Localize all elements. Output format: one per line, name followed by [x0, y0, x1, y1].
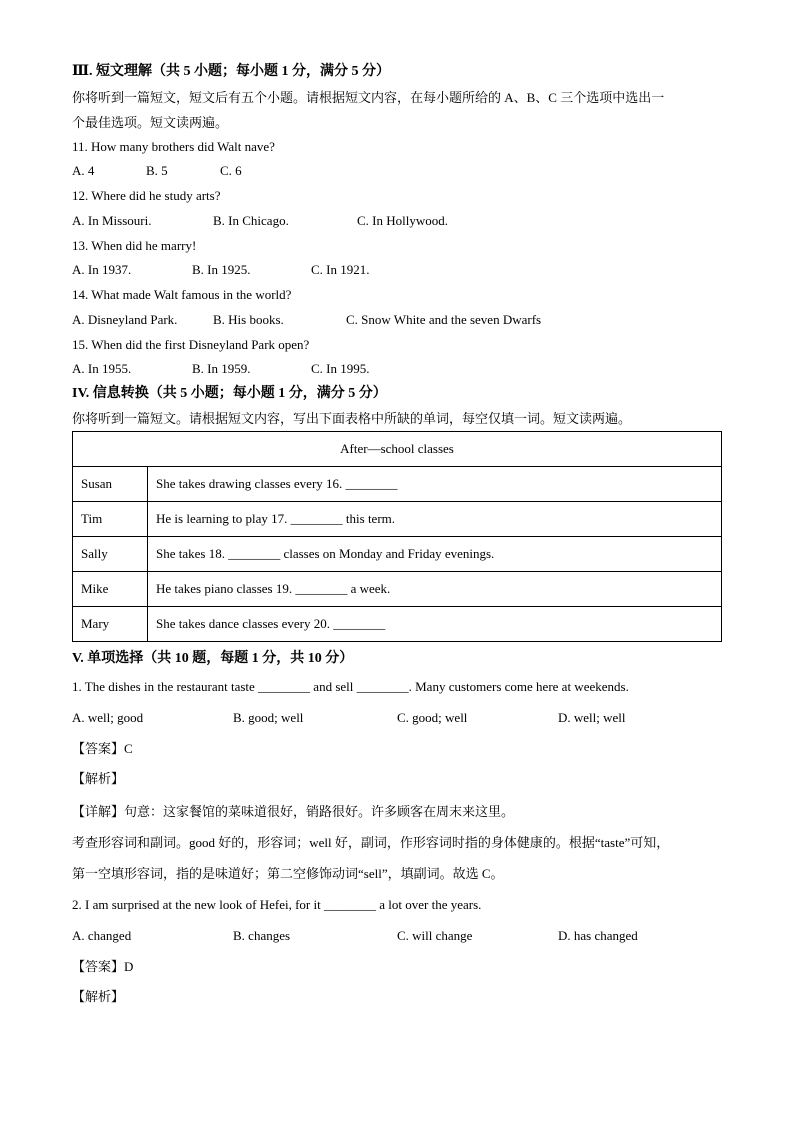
- mc-question-2: 2. I am surprised at the new look of Hefei, for it ________ a lot over the years.: [72, 897, 482, 912]
- mc-question-1: 1. The dishes in the restaurant taste ________ and sell ________. Many customers come here at weekends.: [72, 679, 629, 694]
- q11-option-b: B. 5: [146, 163, 168, 178]
- mc2-option-b: B. changes: [233, 928, 291, 943]
- q11-option-a: A. 4: [72, 163, 95, 178]
- q12-option-b: B. In Chicago.: [213, 213, 289, 228]
- q12-option-a: A. In Missouri.: [72, 213, 152, 228]
- student-name: Tim: [73, 502, 148, 537]
- mc1-option-c: C. good; well: [397, 710, 468, 725]
- mc1-option-b: B. good; well: [233, 710, 304, 725]
- mc2-option-c: C. will change: [397, 928, 473, 943]
- answer-label: 【答案】: [72, 960, 125, 975]
- question-13: 13. When did he marry!: [72, 238, 197, 253]
- mc2-option-a: A. changed: [72, 928, 132, 943]
- q13-option-c: C. In 1921.: [311, 262, 370, 277]
- table-row: [73, 537, 722, 572]
- mc2-analysis-label: 【解析】: [72, 990, 125, 1005]
- table-row: [73, 607, 722, 642]
- mc2-answer: [72, 958, 133, 977]
- table-title: After—school classes: [73, 432, 722, 467]
- student-name: Sally: [73, 537, 148, 572]
- q15-option-a: A. In 1955.: [72, 361, 132, 376]
- section3-title: Ⅲ. 短文理解（共 5 小题；每小题 1 分，满分 5 分）: [72, 64, 391, 79]
- q14-option-a: A. Disneyland Park.: [72, 312, 178, 327]
- q13-option-a: A. In 1937.: [72, 262, 132, 277]
- mc1-analysis-label: 【解析】: [72, 772, 125, 787]
- q12-option-c: C. In Hollywood.: [357, 213, 448, 228]
- student-info: She takes 18. ________ classes on Monday and Friday evenings.: [148, 537, 722, 572]
- question-11: 11. How many brothers did Walt nave?: [72, 139, 275, 154]
- mc1-option-d: D. well; well: [558, 710, 626, 725]
- student-info: He is learning to play 17. ________ this term.: [148, 502, 722, 537]
- student-info: She takes drawing classes every 16. ________: [148, 467, 722, 502]
- q15-option-b: B. In 1959.: [192, 361, 251, 376]
- question-15: 15. When did the first Disneyland Park open?: [72, 337, 310, 352]
- table-row: [73, 467, 722, 502]
- answer-value: C: [124, 741, 133, 756]
- table-header-row: [73, 432, 722, 467]
- answer-label: 【答案】: [72, 742, 125, 757]
- question-14: 14. What made Walt famous in the world?: [72, 287, 292, 302]
- mc1-detail-2: 考查形容词和副词。good 好的，形容词；well 好，副词，作形容词时指的身体健康的。根据“taste”可知，: [72, 835, 670, 850]
- student-info: He takes piano classes 19. ________ a week.: [148, 572, 722, 607]
- table-row: [73, 502, 722, 537]
- q15-option-c: C. In 1995.: [311, 361, 370, 376]
- q13-option-b: B. In 1925.: [192, 262, 251, 277]
- answer-value: D: [124, 959, 134, 974]
- section5-title: V. 单项选择（共 10 题，每题 1 分，共 10 分）: [72, 651, 354, 666]
- student-name: Mike: [73, 572, 148, 607]
- mc2-option-d: D. has changed: [558, 928, 638, 943]
- q14-option-c: C. Snow White and the seven Dwarfs: [346, 312, 542, 327]
- after-school-table: [72, 431, 722, 642]
- student-name: Mary: [73, 607, 148, 642]
- mc1-answer: [72, 740, 133, 759]
- q14-option-b: B. His books.: [213, 312, 284, 327]
- mc1-detail-1: 【详解】句意：这家餐馆的菜味道很好，销路很好。许多顾客在周末来这里。: [72, 804, 515, 819]
- table-row: [73, 572, 722, 607]
- section3-instruction-2: 个最佳选项。短文读两遍。: [72, 115, 229, 130]
- q11-option-c: C. 6: [220, 163, 242, 178]
- section4-title: IV. 信息转换（共 5 小题；每小题 1 分，满分 5 分）: [72, 386, 387, 401]
- student-name: Susan: [73, 467, 148, 502]
- student-info: She takes dance classes every 20. ________: [148, 607, 722, 642]
- section4-instruction: 你将听到一篇短文。请根据短文内容，写出下面表格中所缺的单词，每空仅填一词。短文读两遍。: [72, 411, 632, 426]
- section3-instruction-1: 你将听到一篇短文，短文后有五个小题。请根据短文内容，在每小题所给的 A、B、C 三个选项中选出一: [72, 90, 665, 105]
- mc1-detail-3: 第一空填形容词，指的是味道好；第二空修饰动词“sell”，填副词。故选 C。: [72, 866, 504, 881]
- question-12: 12. Where did he study arts?: [72, 188, 221, 203]
- mc1-option-a: A. well; good: [72, 710, 144, 725]
